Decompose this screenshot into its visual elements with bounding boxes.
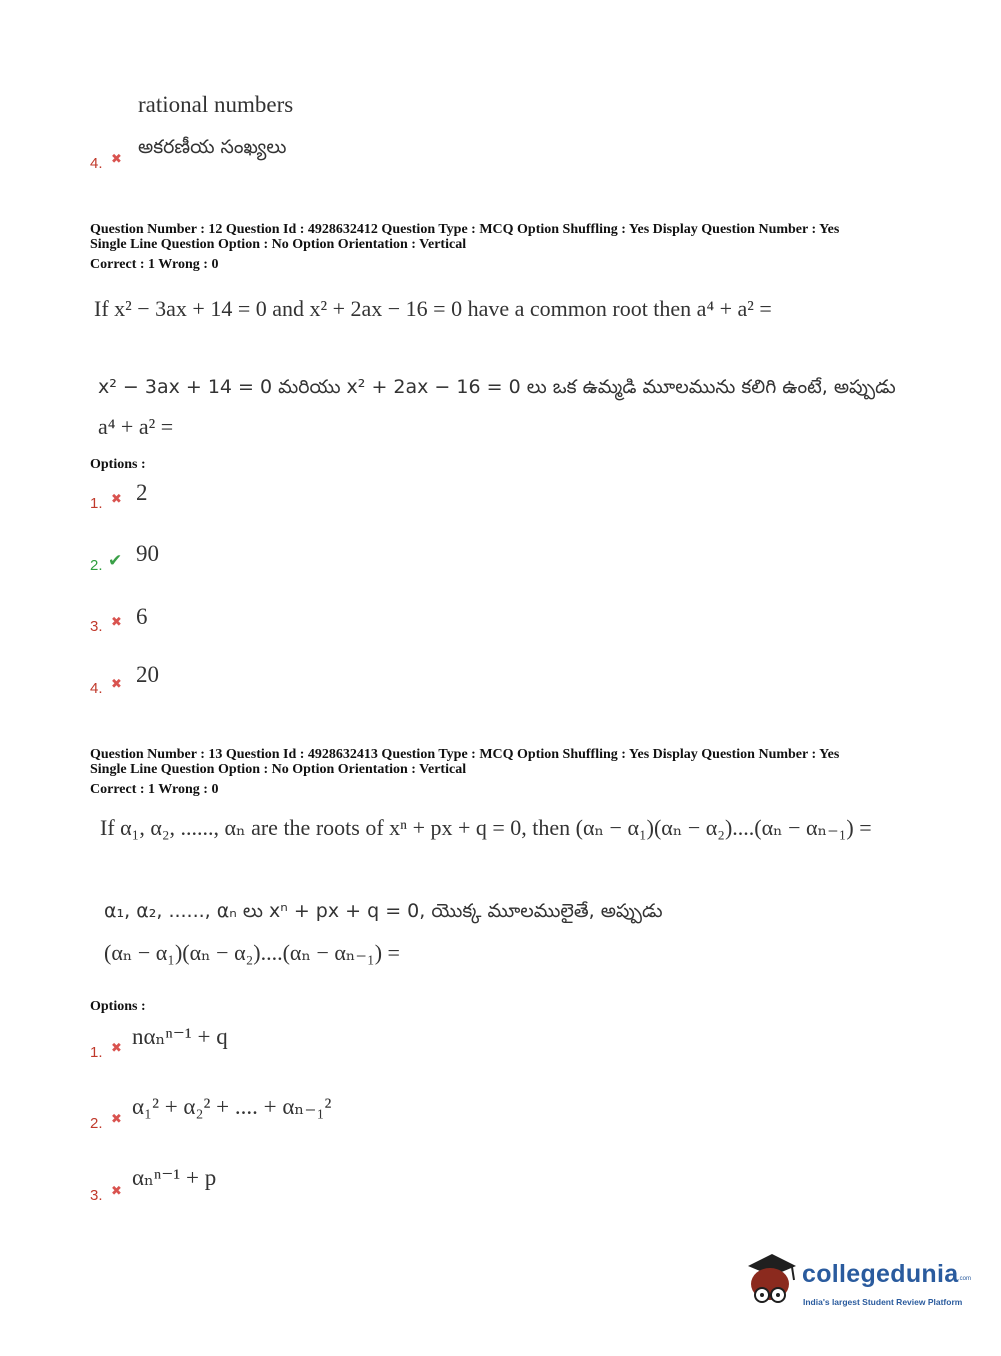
q12-stem-te-line1: x² − 3ax + 14 = 0 మరియు x² + 2ax − 16 = 0 లు ఒక ఉమ్మడి మూలమును కలిగి ఉంటే, అప్పుడు	[98, 376, 896, 398]
q12-option-4-number: 4.	[90, 680, 103, 697]
cross-icon: ✖	[111, 1184, 122, 1199]
cross-icon: ✖	[111, 1041, 122, 1056]
q12-option-2-text: 90	[136, 541, 159, 566]
q13-stem-te-line1: α₁, α₂, ......, αₙ లు xⁿ + px + q = 0, యొక్క మూలములైతే, అప్పుడు	[104, 900, 663, 922]
q13-meta-line2: Single Line Question Option : No Option Orientation : Vertical	[90, 762, 467, 777]
q13-option-1-number: 1.	[90, 1044, 103, 1061]
q12-option-4-text: 20	[136, 662, 159, 687]
q12-stem-en: If x² − 3ax + 14 = 0 and x² + 2ax − 16 = 0 have a common root then a⁴ + a² =	[94, 296, 772, 321]
prev-option-4-number: 4.	[90, 155, 103, 172]
q12-meta-line1: Question Number : 12 Question Id : 4928632412 Question Type : MCQ Option Shuffling : Yes Display Question Number : Yes	[90, 222, 840, 237]
q13-stem-te-line2: (αₙ − α₁)(αₙ − α₂)....(αₙ − αₙ₋₁) =	[104, 940, 400, 965]
q13-option-3-text: αₙⁿ⁻¹ + p	[132, 1165, 217, 1190]
brand-tagline: India's largest Student Review Platform	[803, 1297, 963, 1307]
q12-option-3-text: 6	[136, 604, 148, 629]
q12-option-1-text: 2	[136, 480, 148, 505]
prev-option-3-text: rational numbers	[138, 92, 294, 117]
q13-option-2-text: α₁² + α₂² + .... + αₙ₋₁²	[132, 1094, 332, 1119]
q12-options-label: Options :	[90, 457, 146, 472]
prev-option-4-text: అకరణీయ సంఖ్యలు	[138, 136, 287, 158]
q13-option-3-number: 3.	[90, 1187, 103, 1204]
q13-option-1-text: nαₙⁿ⁻¹ + q	[132, 1024, 228, 1049]
q12-meta-line3: Correct : 1 Wrong : 0	[90, 257, 219, 272]
q12-option-3-number: 3.	[90, 618, 103, 635]
cross-icon: ✖	[111, 492, 122, 507]
q13-meta-line3: Correct : 1 Wrong : 0	[90, 782, 219, 797]
q13-options-label: Options :	[90, 999, 146, 1014]
brand-suffix: .com	[958, 1276, 972, 1282]
q12-stem-te-line2: a⁴ + a² =	[98, 414, 174, 439]
cross-icon: ✖	[111, 677, 122, 692]
mascot-icon	[742, 1250, 800, 1312]
q13-stem-en: If α₁, α₂, ......, αₙ are the roots of xⁿ + px + q = 0, then (αₙ − α₁)(αₙ − α₂)....(αₙ − αₙ₋₁) =	[100, 815, 872, 840]
q13-option-2-number: 2.	[90, 1115, 103, 1132]
q12-option-1-number: 1.	[90, 495, 103, 512]
brand-name: collegedunia	[802, 1260, 959, 1288]
cross-icon: ✖	[111, 152, 122, 167]
check-icon: ✔	[108, 551, 123, 571]
cross-icon: ✖	[111, 1112, 122, 1127]
q12-option-2-number: 2.	[90, 557, 103, 574]
q12-meta-line2: Single Line Question Option : No Option Orientation : Vertical	[90, 237, 467, 252]
cross-icon: ✖	[111, 615, 122, 630]
q13-meta-line1: Question Number : 13 Question Id : 4928632413 Question Type : MCQ Option Shuffling : Yes Display Question Number : Yes	[90, 747, 840, 762]
collegedunia-logo[interactable]	[742, 1250, 972, 1320]
